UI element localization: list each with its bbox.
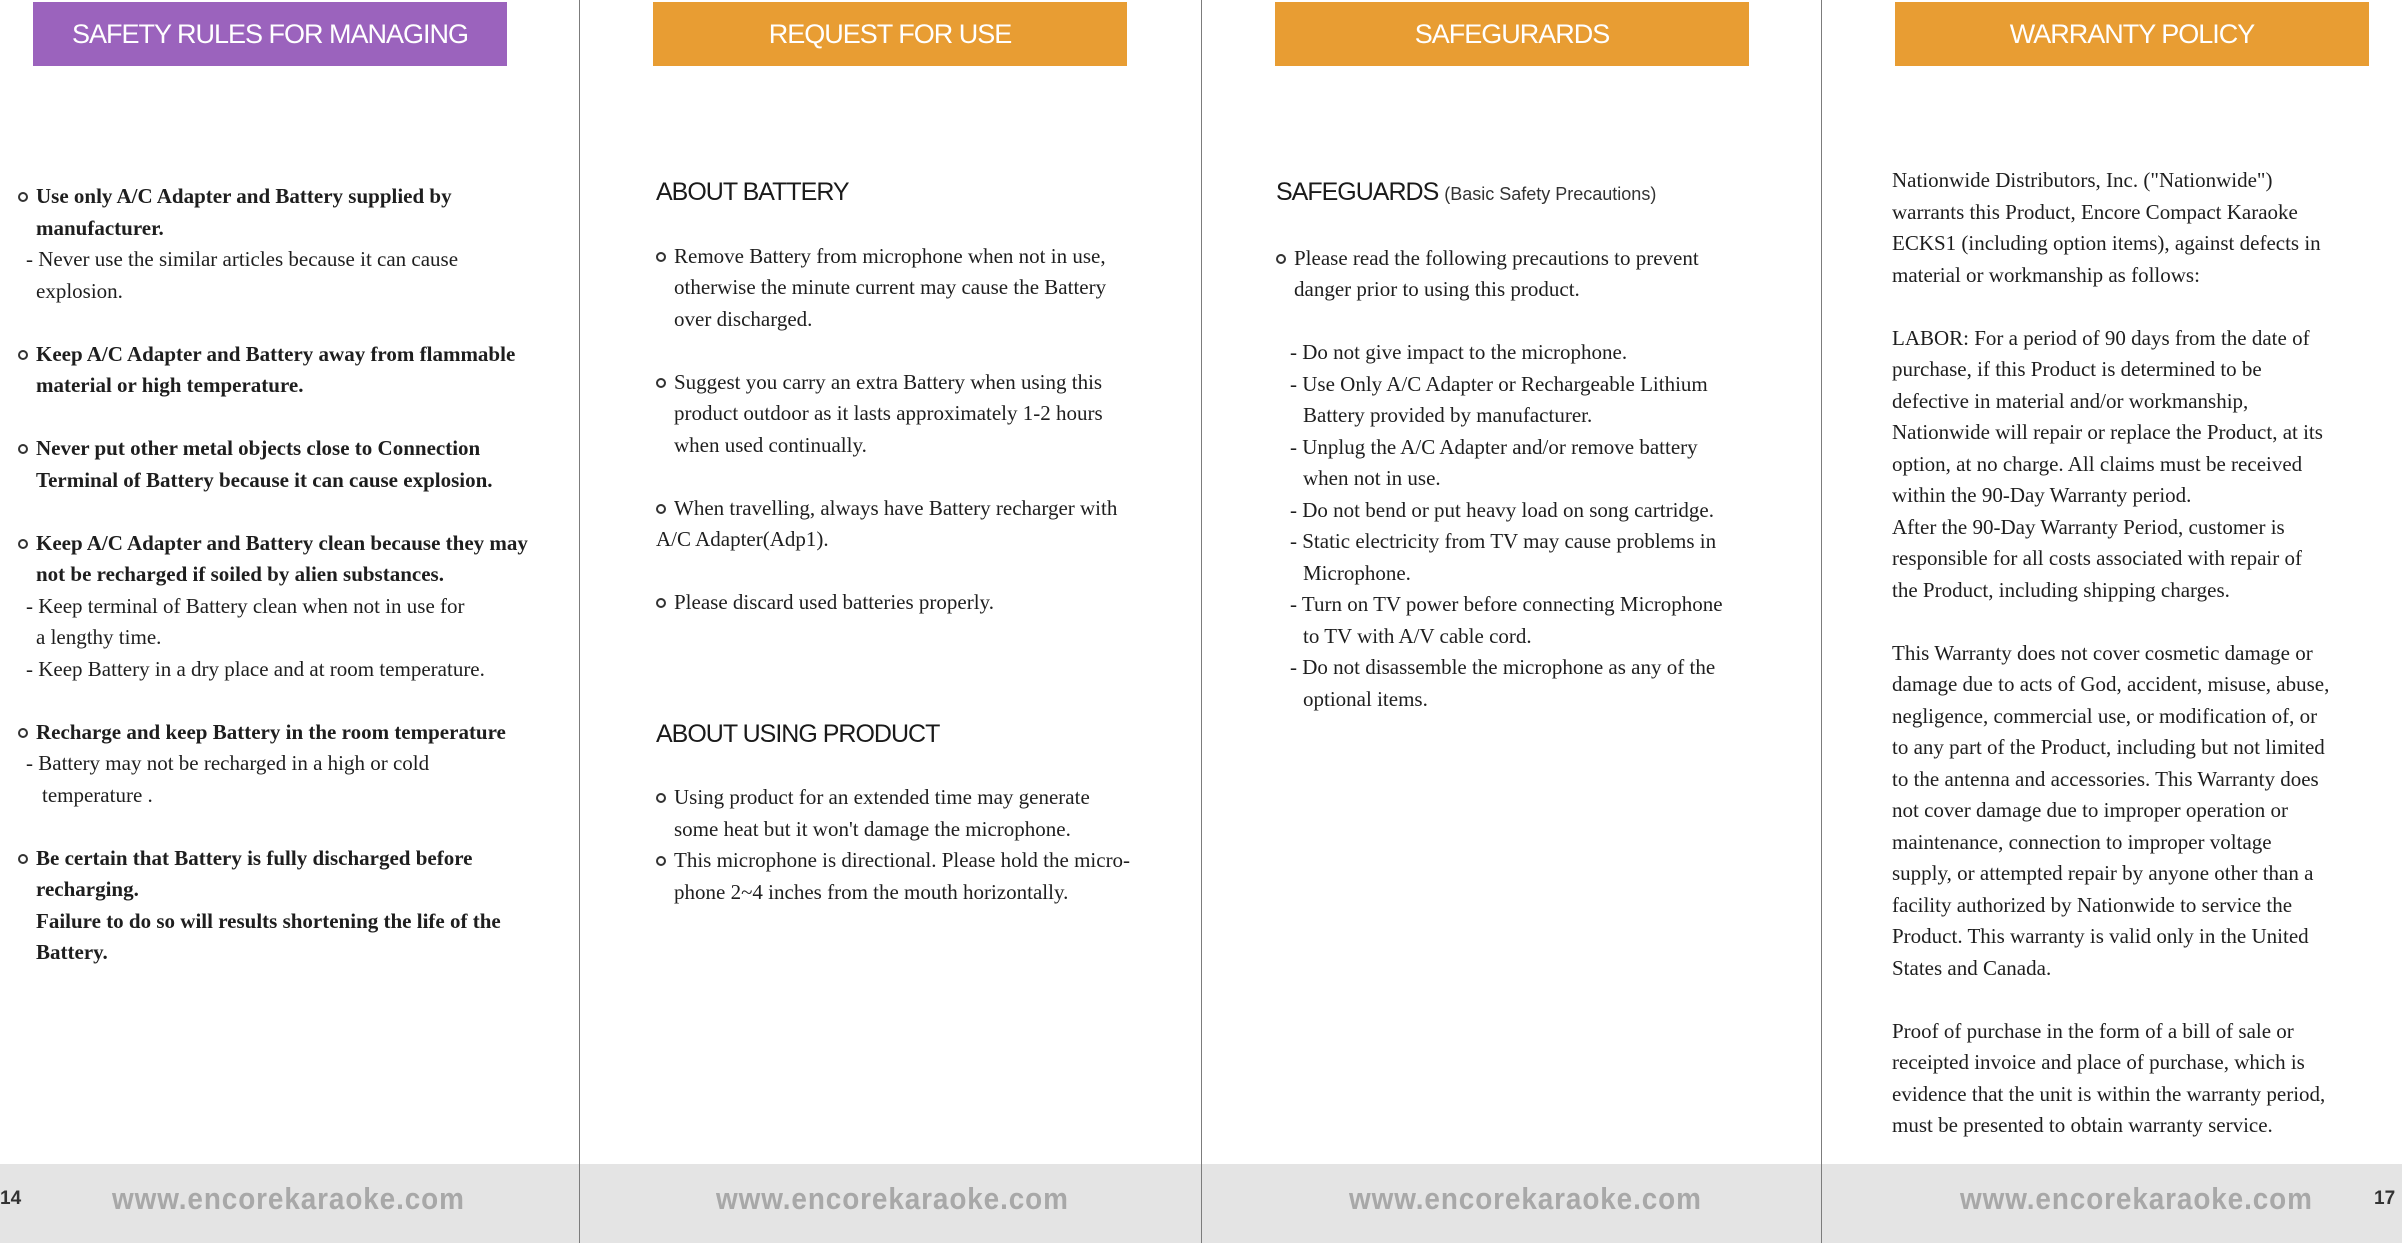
safeguards-banner: SAFEGURARDS xyxy=(1275,2,1749,66)
list-item: Recharge and keep Battery in the room temperature xyxy=(18,717,563,749)
list-item: Be certain that Battery is fully discharged before recharging. Failure to do so will results shortening the life of the Battery. xyxy=(18,843,563,969)
warranty-paragraph: Nationwide Distributors, Inc. ("Nationwide") warrants this Product, Encore Compact Karaoke ECKS1 (including option items), against defects in material or workmanship as follows: xyxy=(1892,168,2321,287)
about-battery-heading: ABOUT BATTERY xyxy=(656,178,849,206)
bullet-icon xyxy=(656,856,666,866)
safeguards-heading: SAFEGUARDS (Basic Safety Precautions) xyxy=(1276,178,1657,206)
bullet-icon xyxy=(1276,254,1286,264)
bullet-icon xyxy=(18,192,28,202)
page-warranty-policy xyxy=(1822,0,2402,1243)
about-using-product-heading: ABOUT USING PRODUCT xyxy=(656,719,940,748)
page-number: 14 xyxy=(0,1188,22,1209)
list-item: Never put other metal objects close to Connection Terminal of Battery because it can cause explosion. xyxy=(18,433,563,496)
page-footer xyxy=(580,1164,1202,1243)
list-item: Keep A/C Adapter and Battery clean because they may not be recharged if soiled by alien substances. xyxy=(18,528,563,591)
page-request-for-use xyxy=(580,0,1202,1243)
warranty-paragraph: This Warranty does not cover cosmetic damage or damage due to acts of God, accident, misuse, abuse, negligence, commercial use, or modification of, or to any part of the Product, including but not limited to the antenna and accessories. This Warranty does not cover damage due to improper operation or maintenance, connection to improper voltage supply, or attempted repair by anyone other than a facility authorized by Nationwide to service the Product. This warranty is valid only in the United States and Canada. xyxy=(1892,640,2330,980)
warranty-paragraph: LABOR: For a period of 90 days from the date of purchase, if this Product is determined to be defective in material and/or workmanship, Nationwide will repair or replace the Product, at its option, at no charge. All claims must be received within the 90-Day Warranty period. After the 90-Day Warranty Period, customer is responsible for all costs associated with repair of the Product, including shipping charges. xyxy=(1892,325,2323,602)
bullet-icon xyxy=(18,444,28,454)
safety-rules-banner: SAFETY RULES FOR MANAGING BATTERY xyxy=(33,2,507,66)
page-number: 17 xyxy=(2374,1188,2396,1209)
safeguards-content xyxy=(1276,177,1806,715)
list-item: Please read the following precautions to prevent danger prior to using this product. xyxy=(1276,243,1806,306)
request-for-use-banner: REQUEST FOR USE xyxy=(653,2,1127,66)
bullet-icon xyxy=(18,539,28,549)
bullet-icon xyxy=(656,598,666,608)
website-link[interactable]: www.encorekaraoke.com xyxy=(716,1181,1069,1216)
list-item: Remove Battery from microphone when not in use, otherwise the minute current may cause the Battery over discharged. xyxy=(656,241,1186,336)
page-safeguards xyxy=(1202,0,1822,1243)
website-link[interactable]: www.encorekaraoke.com xyxy=(112,1181,465,1216)
website-link[interactable]: www.encorekaraoke.com xyxy=(1349,1181,1702,1216)
list-item: Suggest you carry an extra Battery when using this product outdoor as it lasts approximately 1-2 hours when used continually. xyxy=(656,367,1186,462)
safety-rules-list: Use only A/C Adapter and Battery supplied by manufacturer. - Never use the similar articles because it can cause explosion. Keep A/C Adapter and Battery away from flammable material or high temperature. Never put other metal objects close to Connection Terminal of Battery because it can cause explosion. Keep A/C Adapter and Battery clean because they may not be recharged if soiled by alien substances. - Keep terminal of Battery clean when not in use for a lengthy time. - Keep Battery in a dry place and at room temperature. Recharge and keep Battery in the room temperature - Battery may not be recharged in a high or cold temperature . Be certain that Battery is fully discharged before recharging. Failure to do so will results shortening the life of the Battery. xyxy=(18,181,563,969)
warranty-paragraph: Proof of purchase in the form of a bill of sale or receipted invoice and place of purchase, which is evidence that the unit is within the warranty period, must be presented to obtain warranty service. xyxy=(1892,1018,2326,1137)
bullet-icon xyxy=(18,854,28,864)
bullet-icon xyxy=(18,728,28,738)
list-item: This microphone is directional. Please hold the micro- phone 2~4 inches from the mouth horizontally. xyxy=(656,845,1186,908)
list-item: Use only A/C Adapter and Battery supplied by manufacturer. xyxy=(18,181,563,244)
bullet-icon xyxy=(656,504,666,514)
bullet-icon xyxy=(656,252,666,262)
page-safety-rules xyxy=(0,0,580,1243)
website-link[interactable]: www.encorekaraoke.com xyxy=(1960,1181,2313,1216)
request-for-use-content xyxy=(656,177,1186,908)
warranty-policy-banner: WARRANTY POLICY xyxy=(1895,2,2369,66)
list-item: Keep A/C Adapter and Battery away from flammable material or high temperature. xyxy=(18,339,563,402)
bullet-icon xyxy=(18,350,28,360)
precautions-list: - Do not give impact to the microphone. - Use Only A/C Adapter or Rechargeable Lithium Battery provided by manufacturer. - Unplug the A/C Adapter and/or remove battery when not in use. - Do not bend or put heavy load on song cartridge. - Static electricity from TV may cause problems in Microphone. - Turn on TV power before connecting Microphone to TV with A/V cable cord. - Do not disassemble the microphone as any of the optional items. xyxy=(1290,340,1723,711)
page-footer xyxy=(1822,1164,2402,1243)
bullet-icon xyxy=(656,793,666,803)
page-footer xyxy=(1202,1164,1822,1243)
bullet-icon xyxy=(656,378,666,388)
list-item: When travelling, always have Battery recharger with A/C Adapter(Adp1). xyxy=(656,495,1118,551)
page-footer xyxy=(0,1164,580,1243)
list-item: Using product for an extended time may generate some heat but it won't damage the microphone. xyxy=(656,782,1186,845)
list-item: Please discard used batteries properly. xyxy=(656,587,1186,619)
warranty-text xyxy=(1892,165,2397,1142)
